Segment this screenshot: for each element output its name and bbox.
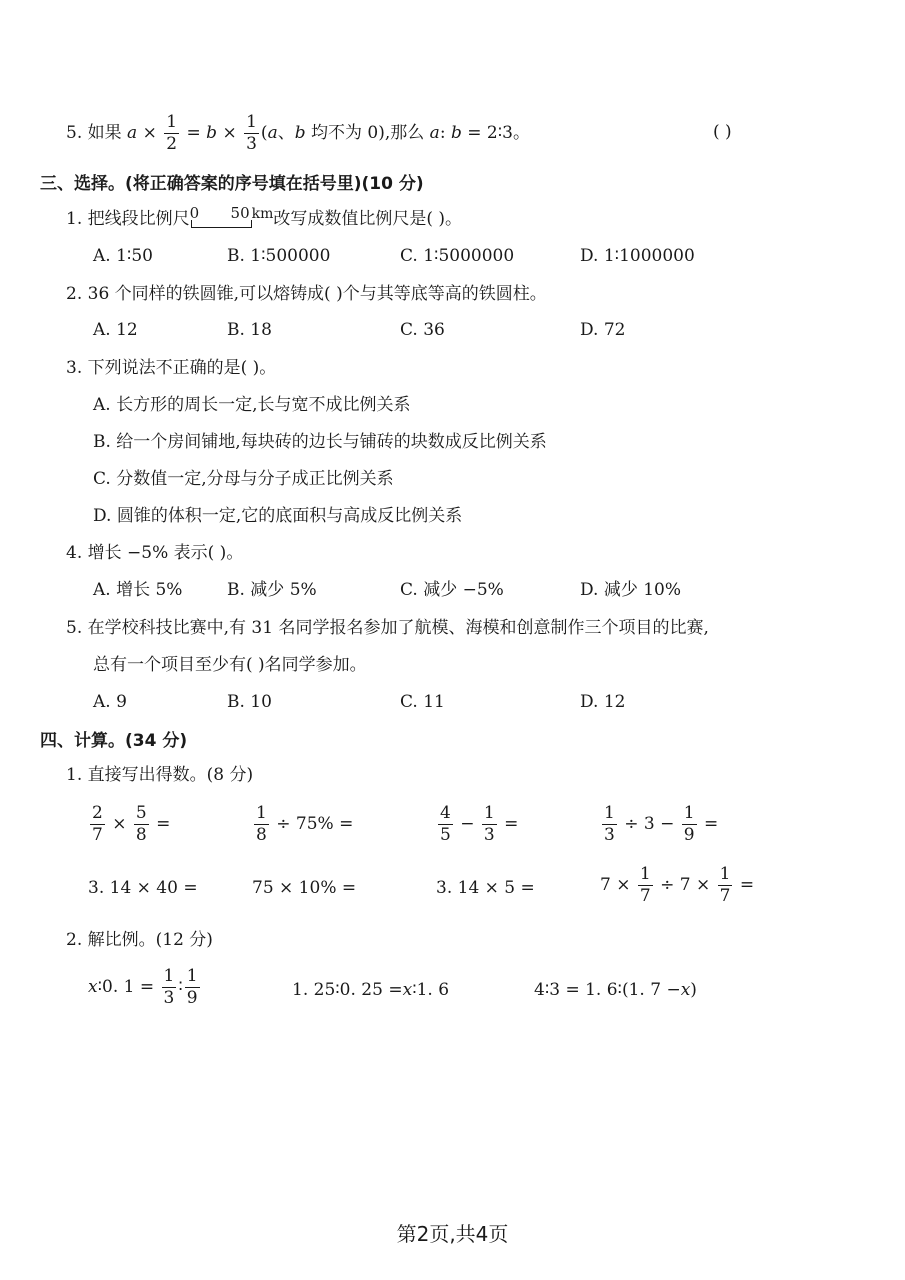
denominator: 7 (639, 886, 651, 906)
scale-start: 0 (189, 203, 200, 222)
op-eq: = (186, 123, 201, 143)
q-text: 1. 把线段比例尺 (66, 209, 190, 229)
fraction (602, 805, 617, 844)
op-times: × (222, 123, 237, 143)
page-footer: 第2页,共4页 (396, 1222, 509, 1246)
option[interactable]: B. 减少 5% (227, 580, 317, 600)
fraction (482, 805, 497, 844)
numerator: 1 (186, 966, 198, 986)
q-text: 改写成数值比例尺是( )。 (273, 209, 463, 229)
option[interactable]: B. 10 (227, 692, 272, 712)
var-x: x (402, 980, 413, 1000)
numerator: 2 (92, 803, 103, 823)
denominator: 7 (92, 825, 103, 845)
numerator: 1 (483, 803, 495, 823)
option[interactable]: A. 长方形的周长一定,长与宽不成比例关系 (93, 395, 411, 415)
numerator: 4 (440, 803, 451, 823)
equals: = (739, 875, 755, 895)
subsection-title: 2. 解比例。(12 分) (66, 930, 213, 950)
option[interactable]: D. 12 (580, 692, 626, 712)
section-title-calc: 四、计算。(34 分) (40, 731, 188, 751)
var-a: a (429, 123, 440, 143)
proportion-expr (292, 982, 449, 999)
colon: : (439, 123, 446, 143)
q-number: 5. (66, 123, 83, 143)
numerator: 1 (604, 803, 615, 823)
proportion-expr (88, 968, 202, 1007)
scale-end: 50 (230, 203, 250, 222)
scale-tick (251, 220, 252, 228)
choice-q2: 2. 36 个同样的铁圆锥,可以熔铸成( )个与其等底等高的铁圆柱。 (66, 284, 547, 304)
numerator: 1 (639, 864, 651, 884)
fraction (254, 805, 269, 844)
expression-pre: 4∶3 = 1. 6∶(1. 7 − (534, 980, 681, 1000)
choice-q5-line2: 总有一个项目至少有( )名同学参加。 (93, 655, 367, 675)
var-a: a (127, 123, 138, 143)
q-text: 如果 (87, 123, 122, 143)
option[interactable]: A. 增长 5% (93, 580, 183, 600)
var-x: x (680, 980, 691, 1000)
option[interactable]: B. 18 (227, 320, 272, 340)
calc-expr (600, 805, 718, 844)
option[interactable]: B. 给一个房间铺地,每块砖的边长与铺砖的块数成反比例关系 (93, 432, 547, 452)
denominator: 8 (135, 825, 147, 845)
q-text: ,那么 (384, 123, 425, 143)
fraction (90, 805, 105, 844)
denominator: 8 (256, 825, 267, 845)
fraction (638, 866, 653, 905)
option[interactable]: D. 1∶1000000 (580, 246, 695, 266)
calc-expr (252, 805, 353, 844)
numerator: 1 (719, 864, 731, 884)
calc-expr: 3. 14 × 40 = (88, 878, 198, 898)
numerator: 1 (166, 112, 178, 132)
option[interactable]: C. 1∶5000000 (400, 246, 515, 266)
denominator: 9 (186, 988, 198, 1008)
expression-pre: ∶0. 1 = (97, 977, 155, 997)
calc-expr: 75 × 10% = (252, 878, 357, 898)
option[interactable]: C. 减少 −5% (400, 580, 504, 600)
calc-expr (436, 805, 518, 844)
op-times: × (142, 123, 157, 143)
equals: = (504, 814, 519, 834)
option[interactable]: C. 11 (400, 692, 445, 712)
fraction (438, 805, 453, 844)
choice-q4: 4. 增长 −5% 表示( )。 (66, 543, 244, 563)
section-title-choice: 三、选择。(将正确答案的序号填在括号里)(10 分) (40, 174, 424, 194)
var-a: a (267, 123, 278, 143)
denominator: 3 (483, 825, 495, 845)
fraction (185, 968, 200, 1007)
fraction-third (244, 114, 259, 153)
option[interactable]: D. 72 (580, 320, 626, 340)
fraction (134, 805, 149, 844)
ratio-value: = 2∶3。 (467, 123, 530, 143)
fraction (682, 805, 697, 844)
choice-q1 (66, 203, 463, 230)
numerator: 5 (135, 803, 147, 823)
judgement-q5 (66, 114, 530, 153)
var-b: b (294, 123, 306, 143)
equals: = (704, 814, 719, 834)
fraction (718, 866, 733, 905)
scale-tick (191, 220, 192, 228)
expression-rest: ÷ 75% = (276, 814, 354, 834)
option[interactable]: B. 1∶500000 (227, 246, 331, 266)
choice-q5-line1: 5. 在学校科技比赛中,有 31 名同学报名参加了航模、海模和创意制作三个项目的比赛, (66, 618, 709, 638)
denominator: 3 (163, 988, 175, 1008)
option[interactable]: D. 减少 10% (580, 580, 682, 600)
option[interactable]: D. 圆锥的体积一定,它的底面积与高成反比例关系 (93, 506, 463, 526)
expression-mid: ÷ 7 × (660, 875, 711, 895)
expression-mid: ÷ 3 − (624, 814, 675, 834)
proportion-expr (534, 982, 697, 999)
calc-expr: 3. 14 × 5 = (436, 878, 535, 898)
option[interactable]: C. 36 (400, 320, 445, 340)
option[interactable]: A. 9 (93, 692, 127, 712)
option[interactable]: C. 分数值一定,分母与分子成正比例关系 (93, 469, 394, 489)
subsection-title: 1. 直接写出得数。(8 分) (66, 765, 254, 785)
var-b: b (450, 123, 462, 143)
calc-expr (88, 805, 170, 844)
numerator: 1 (246, 112, 257, 132)
scale-unit: km (251, 206, 274, 222)
denominator: 7 (719, 886, 731, 906)
denominator: 9 (683, 825, 695, 845)
calc-expr (600, 866, 754, 905)
fraction (162, 968, 177, 1007)
numerator: 1 (683, 803, 695, 823)
denominator: 3 (246, 134, 257, 154)
expression-pre: 7 × (600, 875, 631, 895)
condition-text: 均不为 0) (311, 123, 385, 143)
option[interactable]: A. 1∶50 (93, 246, 153, 266)
var-x: x (88, 977, 98, 997)
operator: × (112, 814, 127, 834)
choice-q3: 3. 下列说法不正确的是( )。 (66, 358, 277, 378)
equals: = (156, 814, 171, 834)
option[interactable]: A. 12 (93, 320, 138, 340)
sep: 、 (277, 123, 295, 143)
fraction-half (164, 114, 179, 153)
paren: ( (260, 123, 268, 143)
expression-pre: 1. 25∶0. 25 = (292, 980, 403, 1000)
numerator: 1 (256, 803, 267, 823)
denominator: 3 (604, 825, 615, 845)
colon: ∶ (178, 977, 183, 997)
numerator: 1 (163, 966, 175, 986)
expression-post: ) (690, 980, 697, 1000)
denominator: 5 (440, 825, 451, 845)
denominator: 2 (166, 134, 178, 154)
answer-bracket[interactable]: ( ) (713, 122, 732, 142)
line-scale-bar (189, 203, 260, 230)
expression-post: ∶1. 6 (412, 980, 450, 1000)
operator: − (460, 814, 475, 834)
var-b: b (206, 123, 218, 143)
scale-line (192, 227, 252, 228)
